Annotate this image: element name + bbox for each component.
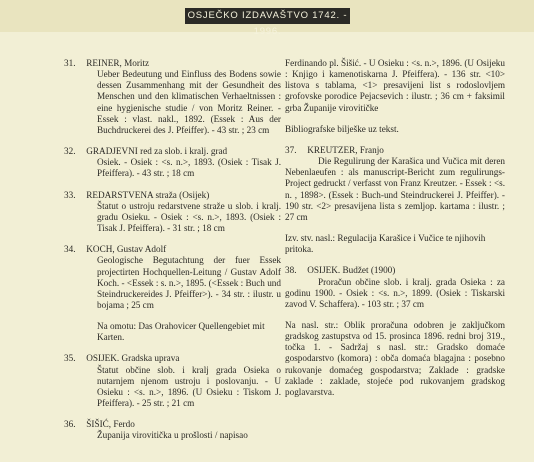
left-column — [64, 58, 281, 452]
entry-title: REINER, Moritz — [86, 58, 150, 68]
bibliography-entry-33 — [64, 190, 281, 235]
entry-heading — [64, 419, 281, 430]
entry-heading — [64, 353, 281, 364]
entry-title: OSIJEK. Gradska uprava — [86, 353, 180, 364]
entry-body: Geologische Begutachtung der fuer Essek projectirten Hochquellen-Leitung / Gustav Adolf Koch. - <Essek : s. n.>, 1895. (<Essek : Buch und Steindruckereides J. Pfeiffer>). - 34 str. : ilustr. u bojama ; 25 cm — [97, 255, 281, 310]
bibliography-entry-36 — [64, 419, 281, 441]
bibliography-entry-38 — [285, 265, 505, 398]
bibliography-entry-32 — [64, 146, 281, 179]
continuation-note: Bibliografske bilješke uz tekst. — [285, 123, 399, 134]
right-column — [285, 58, 505, 408]
entry-number: 33. — [64, 189, 76, 200]
entry-heading — [285, 265, 505, 276]
continuation-body: Ferdinando pl. Šišić. - U Osieku : <s. n.>, 1896. (U Osijeku : Knjigo i kamenotiskarna J. Pfeiffera). - 136 str. <10> listova s tablama, <1> presavijeni list s rodoslovljem grofovske porodice Pejacsevich : ilustr. ; 36 cm + faksimil grba Županije virovitičke — [285, 58, 505, 113]
entry-title: OSIJEK. Budžet (1900) — [307, 265, 396, 276]
entry-title: ŠIŠIĆ, Ferdo — [86, 419, 135, 430]
entry-body: Die Regulirung der Karašica und Vučica mit deren Nebenlaeufen : als manuscript-Bericht zum regulirungs-Project gedruckt / verfasst von Franz Kreutzer. - Essek : <s. n. , 1898>. (Essek : Buch-und Steindruckerei J. Pfeiffer). - 190 str. <2> presavijena lista s zemljop. kartama : ilustr. ; 27 cm — [285, 156, 505, 222]
entry-number: 36. — [64, 419, 76, 430]
entry-heading — [64, 58, 281, 69]
entry-body: Štatut o ustroju redarstvene straže u slob. i kralj. gradu Osieku. - Osiek : <s. n.>, 1893. (Osiek : Tisak J. Pfeiffera). - 31 str. ; 18 cm — [97, 200, 281, 234]
entry-number: 34. — [64, 244, 76, 255]
entry-body: Osiek. - Osiek : <s. n.>, 1893. (Osiek : Tisak J. Pfeiffera). - 43 str. ; 18 cm — [97, 157, 281, 179]
entry-number: 38. — [285, 265, 297, 276]
entry-title: KOCH, Gustav Adolf — [86, 244, 167, 255]
entry-note: Na nasl. str.: Oblik proračuna odobren je zaključkom gradskog zastupstva od 15. prosinca 1896. redni broj 319., točka 1. - Sadržaj s nasl. str.: Gradsko domaće gospodarstvo (komora) : občа domaća blagajna : posebno rukovanje domaćeg gospodarstva; Zaklade : gradske zaklade : zaklade, stojeće pod rukovanjem gradskog poglavarstva. — [285, 319, 505, 397]
entry-heading — [64, 190, 281, 201]
bibliography-entry-35 — [64, 353, 281, 409]
entry-body: Ueber Bedeutung und Einfluss des Bodens sowie dessen Zusammenhang mit der Gesundheit des Menschen und den klimatischen Verhaeltnissen : eine hygienische studie / von Moritz Reiner. - Essek : vlast. nakl., 1892. (Essek : Aus der Buchdruckerei des J. Pfeiffer). - 43 str. ; 23 cm — [97, 69, 281, 135]
bibliography-entry-37 — [285, 145, 505, 255]
entry-title: GRADJEVNI red za slob. i kralj. grad — [86, 146, 228, 157]
entry-number: 32. — [64, 146, 76, 157]
header-bar — [0, 0, 534, 37]
entry-heading — [64, 146, 281, 157]
entry-36-continuation — [285, 58, 505, 135]
entry-heading — [285, 145, 505, 156]
bibliography-entry-31 — [64, 58, 281, 136]
entry-note: Izv. stv. nasl.: Regulacija Karašice i Vučice te njihovih pritoka. — [285, 233, 486, 255]
entry-title: REDARSTVENA straža (Osijek) — [86, 189, 210, 200]
page-header-title: OSJEČKO IZDAVAŠTVO 1742. - 1996. — [185, 8, 350, 24]
bibliography-entry-34 — [64, 244, 281, 343]
entry-body: Županija virovitička u prošlosti / napisao — [97, 430, 248, 441]
entry-note: Na omotu: Das Orahovicer Quellengebiet mit Karten. — [97, 321, 265, 343]
entry-body: Proračun občine slob. i kralj. grada Osieka : za godinu 1900. - Osiek : <s. n.>, 1899. (Osiek : Tiskarski zavod V. Schaffera). - 103 str. ; 37 cm — [285, 276, 505, 309]
entry-number: 37. — [285, 144, 297, 155]
entry-body: Štatut občine slob. i kralj grada Osieka o nutarnjem njenom ustroju i poslovanju. - U Osieku : <s. n.>, 1896. (U Osieku : Tiskom J. Pfeiffera). - 25 str. ; 21 cm — [97, 364, 281, 409]
entry-heading — [64, 244, 281, 255]
entry-number: 35. — [64, 353, 76, 364]
entry-title: KREUTZER, Franjo — [307, 144, 384, 155]
entry-number: 31. — [64, 58, 76, 68]
